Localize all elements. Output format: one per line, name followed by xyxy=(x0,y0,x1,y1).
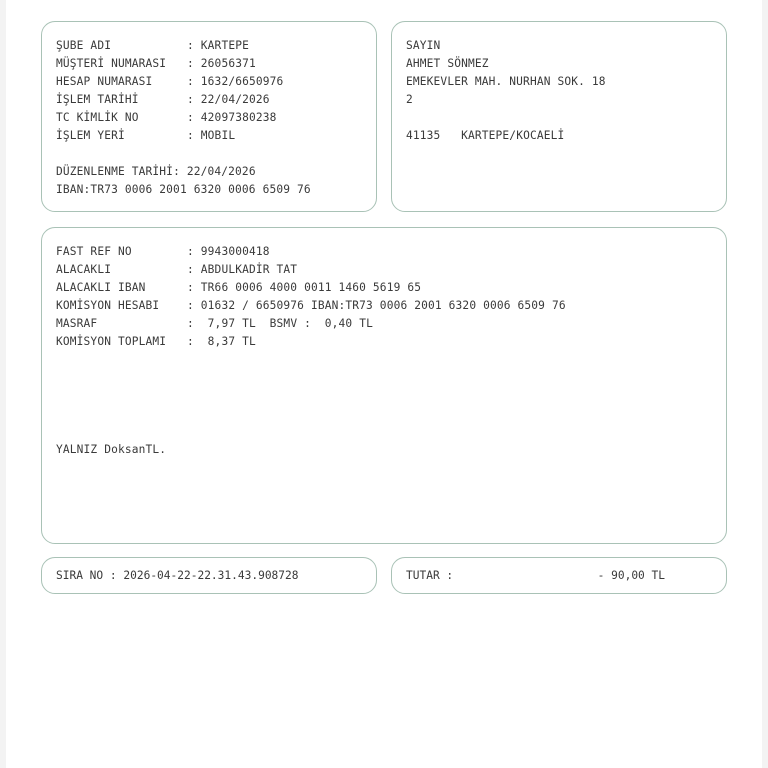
iban-line: IBAN:TR73 0006 2001 6320 0006 6509 76 xyxy=(56,183,311,196)
row-value: TR66 0006 4000 0011 1460 5619 65 xyxy=(200,281,422,294)
customer-name: AHMET SÖNMEZ xyxy=(406,57,489,70)
sequence-value: 2026-04-22-22.31.43.908728 xyxy=(123,569,299,582)
customer-number-row: MÜŞTERİ NUMARASI : 26056371 xyxy=(56,55,311,73)
beneficiary-iban-row: ALACAKLI IBAN : TR66 0006 4000 0011 1460 5619 65 xyxy=(56,279,566,297)
row-label: TC KİMLİK NO xyxy=(56,111,139,124)
sequence-line: SIRA NO : 2026-04-22-22.31.43.908728 xyxy=(56,569,299,582)
sequence-label: SIRA NO xyxy=(56,569,104,582)
transfer-details-box xyxy=(41,227,727,544)
fast-ref-row: FAST REF NO : 9943000418 xyxy=(56,243,566,261)
issue-date-row: DÜZENLENME TARİHİ: 22/04/2026 xyxy=(56,165,256,178)
address-line-2: 2 xyxy=(406,93,413,106)
receipt-page xyxy=(6,0,762,768)
national-id-row: TC KİMLİK NO : 42097380238 xyxy=(56,109,311,127)
branch-info-box xyxy=(41,21,377,212)
commission-total-value: 8,37 TL xyxy=(200,335,256,348)
row-value: 01632 / 6650976 IBAN:TR73 0006 2001 6320 0006 6509 76 xyxy=(200,299,566,312)
row-value: 26056371 xyxy=(200,57,256,70)
row-value: MOBIL xyxy=(200,129,236,142)
row-label: İŞLEM YERİ xyxy=(56,129,125,142)
amount-in-words: YALNIZ DoksanTL. xyxy=(56,443,167,456)
fee-row: MASRAF : 7,97 TL BSMV : 0,40 TL xyxy=(56,315,566,333)
amount-box xyxy=(391,557,727,594)
postcode-city xyxy=(406,127,606,145)
row-label: ALACAKLI IBAN xyxy=(56,281,146,294)
address-box xyxy=(391,21,727,212)
row-value: KARTEPE xyxy=(200,39,249,52)
bsmv-value: 0,40 TL xyxy=(317,317,373,330)
sequence-number-box xyxy=(41,557,377,594)
branch-row: ŞUBE ADI : KARTEPE xyxy=(56,37,311,55)
amount-value: - 90,00 TL xyxy=(597,569,665,582)
commission-total-label: KOMİSYON TOPLAMI xyxy=(56,335,167,348)
issue-date-label: DÜZENLENME TARİHİ xyxy=(56,165,174,178)
row-label: KOMİSYON HESABI xyxy=(56,299,160,312)
issue-date-value: 22/04/2026 xyxy=(186,165,256,178)
row-value: 22/04/2026 xyxy=(200,93,270,106)
row-label: MÜŞTERİ NUMARASI xyxy=(56,57,167,70)
postcode: 41135 xyxy=(406,129,441,142)
account-number-row: HESAP NUMARASI : 1632/6650976 xyxy=(56,73,311,91)
fee-value: 7,97 TL xyxy=(200,317,256,330)
fee-label: MASRAF xyxy=(56,317,98,330)
row-value: 9943000418 xyxy=(200,245,270,258)
commission-account-row: KOMİSYON HESABI : 01632 / 6650976 IBAN:TR73 0006 2001 6320 0006 6509 76 xyxy=(56,297,566,315)
transaction-date-row: İŞLEM TARİHİ : 22/04/2026 xyxy=(56,91,311,109)
row-label: ŞUBE ADI xyxy=(56,39,112,52)
bsmv-label: BSMV : xyxy=(269,317,311,330)
beneficiary-row: ALACAKLI : ABDULKADİR TAT xyxy=(56,261,566,279)
amount-label: TUTAR : xyxy=(406,569,454,582)
row-label: FAST REF NO xyxy=(56,245,132,258)
row-label: ALACAKLI xyxy=(56,263,112,276)
street-address: EMEKEVLER MAH. NURHAN SOK. 18 xyxy=(406,75,606,88)
row-label: HESAP NUMARASI xyxy=(56,75,153,88)
transaction-place-row: İŞLEM YERİ : MOBIL xyxy=(56,127,311,145)
row-value: ABDULKADİR TAT xyxy=(200,263,298,276)
row-value: 1632/6650976 xyxy=(200,75,284,88)
row-value: 42097380238 xyxy=(200,111,277,124)
city: KARTEPE/KOCAELİ xyxy=(461,129,565,142)
row-label: İŞLEM TARİHİ xyxy=(56,93,139,106)
commission-total-row: KOMİSYON TOPLAMI : 8,37 TL xyxy=(56,333,566,351)
salutation: SAYIN xyxy=(406,39,441,52)
